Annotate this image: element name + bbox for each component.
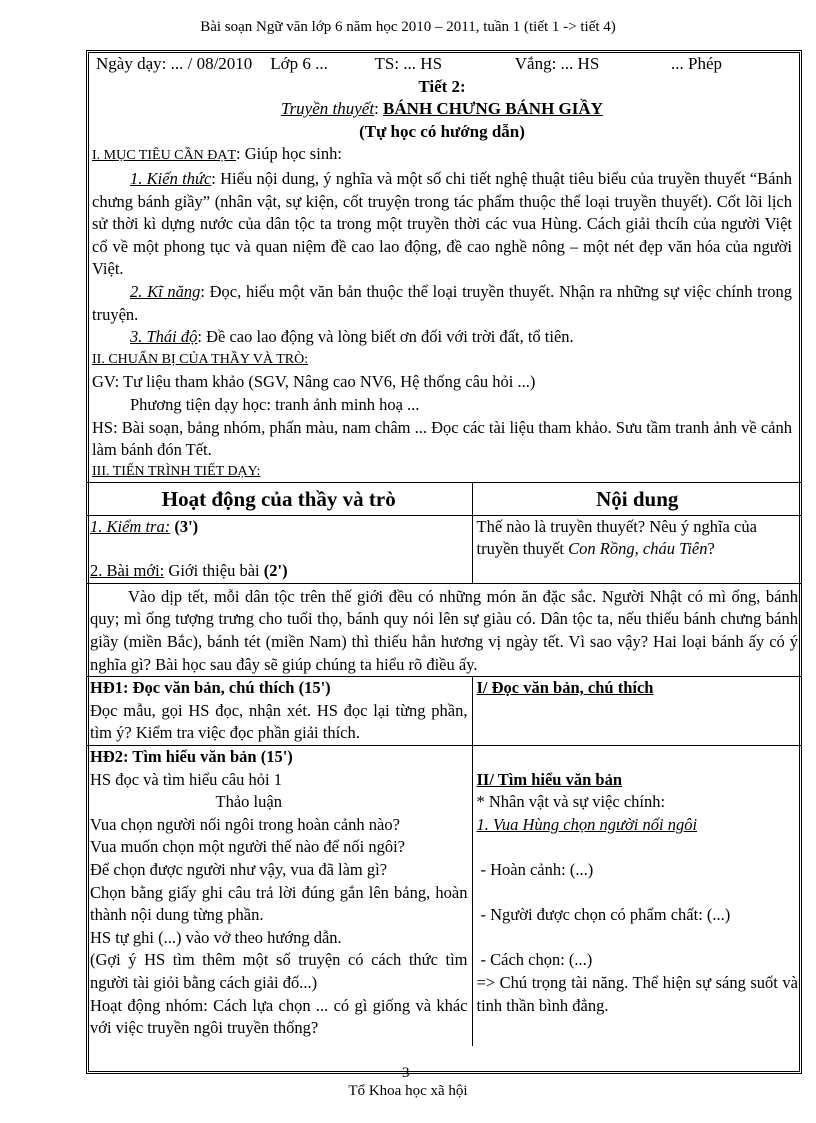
page-footer: Tổ Khoa học xã hội bbox=[348, 1083, 468, 1099]
hd2-cell bbox=[86, 746, 472, 1046]
date-field: Ngày dạy: ... / 08/2010 bbox=[96, 54, 253, 73]
hd2-content-conclusion: => Chú trọng tài năng. Thể hiện sự sáng suốt và tinh thần bình đẳng. bbox=[476, 972, 798, 1015]
hd1-cell bbox=[86, 677, 472, 746]
lesson-title: BÁNH CHƯNG BÁNH GIẦY bbox=[383, 99, 603, 119]
hd2-line: Vua chọn người nối ngôi trong hoàn cảnh nào? bbox=[90, 814, 400, 834]
check-question-mark: ? bbox=[707, 539, 715, 559]
total-field: TS: ... HS bbox=[374, 54, 443, 73]
knowledge-label: 1. Kiến thức bbox=[130, 168, 212, 188]
lesson-mode: (Tự học có hướng dẫn) bbox=[359, 121, 525, 141]
attitude-label: 3. Thái độ bbox=[130, 327, 198, 347]
col-activity-header: Hoạt động của thầy và trò bbox=[86, 482, 472, 515]
hd2-line: (Gợi ý HS tìm thêm một số truyện có cách thức tìm người tài giỏi bằng cách giải đố...) bbox=[90, 950, 468, 992]
hd1-content: I/ Đọc văn bản, chú thích bbox=[476, 678, 654, 698]
skill-text: Đọc, hiểu một văn bản thuộc thể loại truyền thuyết. Nhận ra những sự việc chính trong truyện. bbox=[92, 281, 792, 324]
attitude-paragraph: 3. Thái độ: Đề cao lao động và lòng biết ơn đối với trời đất, tổ tiên. bbox=[130, 327, 574, 347]
preparation-gv: GV: Tư liệu tham khảo (SGV, Nâng cao NV6, Hệ thống câu hỏi ...) bbox=[92, 372, 536, 392]
new-lesson-time: (2') bbox=[263, 561, 288, 581]
hd2-line: HS tự ghi (...) vào vở theo hướng dẫn. bbox=[90, 927, 342, 947]
hd2-line: HS đọc và tìm hiểu câu hỏi 1 bbox=[90, 769, 283, 789]
objectives-intro: Giúp học sinh: bbox=[244, 144, 342, 164]
hd2-content-cell bbox=[472, 746, 802, 1046]
activity-table bbox=[86, 482, 802, 1046]
hd1-text: Đọc mẫu, gọi HS đọc, nhận xét. HS đọc lại từng phần, tìm ý? Kiểm tra việc đọc phần giải thích. bbox=[90, 700, 468, 743]
col-content-header: Nội dung bbox=[472, 482, 802, 515]
lesson-content bbox=[90, 53, 798, 1046]
hd2-line: Để chọn được người như vậy, vua đã làm gì? bbox=[90, 860, 388, 879]
check-content-cell bbox=[472, 515, 802, 583]
info-row bbox=[92, 53, 792, 76]
check-story: Con Rồng, cháu Tiên bbox=[568, 539, 708, 559]
page-number: 3 bbox=[402, 1065, 410, 1081]
hd2-line: Chọn bằng giấy ghi câu trả lời đúng gắn lên bảng, hoàn thành nội dung từng phần. bbox=[90, 882, 468, 925]
check-label: 1. Kiểm tra: bbox=[90, 516, 171, 536]
check-cell bbox=[86, 515, 472, 583]
skill-paragraph: 2. Kĩ năng: Đọc, hiểu một văn bản thuộc thể loại truyền thuyết. Nhận ra những sự việc chính trong truyện. bbox=[92, 281, 792, 324]
knowledge-paragraph: 1. Kiến thức: Hiểu nội dung, ý nghĩa và một số chi tiết nghệ thuật tiêu biểu của truyền thuyết “Bánh chưng bánh giầy” (nhân vật, sự kiện, cốt truyện trong tác phẩm thuộc thể loại truyền thuyết). Cốt lõi lịch sử thời kì dựng nước của dân tộc ta trong một truyền thời các vua Hùng. Cách giải thcíh của người Việt cổ về một phong tục và quan niệm đề cao lao động, đề cao nghề nông – một nét đẹp văn hóa của người Việt. bbox=[92, 168, 792, 279]
lesson-title-line: Truyền thuyết: BÁNH CHƯNG BÁNH GIẦY bbox=[281, 99, 603, 119]
lesson-period: Tiết 2: bbox=[418, 76, 466, 96]
attitude-text: Đề cao lao động và lòng biết ơn đối với trời đất, tổ tiên. bbox=[206, 327, 574, 347]
knowledge-text: Hiểu nội dung, ý nghĩa và một số chi tiết nghệ thuật tiêu biểu của truyền thuyết “Bánh chưng bánh giầy” (nhân vật, sự kiện, cốt truyện trong tác phẩm thuộc thể loại truyền thuyết). Cốt lõi lịch sử thời kì dựng nước của dân tộc ta trong một truyền thời các vua Hùng. Cách giải thcíh của người Việt cổ về một phong tục và quan niệm đề cao lao động, đề cao nghề nông – một nét đẹp văn hóa của người Việt. bbox=[92, 168, 792, 279]
new-lesson-text: Giới thiệu bài bbox=[168, 561, 260, 581]
hd2-content-part: 1. Vua Hùng chọn người nối ngôi bbox=[476, 814, 698, 834]
page-header: Bài soạn Ngữ văn lớp 6 năm học 2010 – 2011, tuần 1 (tiết 1 -> tiết 4) bbox=[200, 19, 616, 35]
hd1-content-cell bbox=[472, 677, 802, 746]
hd2-line: Vua muốn chọn một người thế nào để nối ngôi? bbox=[90, 837, 405, 857]
hd2-line: Thảo luận bbox=[215, 792, 282, 812]
skill-label: 2. Kĩ năng bbox=[130, 281, 201, 301]
check-time: (3') bbox=[174, 516, 199, 536]
hd2-content-title: II/ Tìm hiểu văn bản bbox=[476, 769, 623, 789]
absent-field: Vắng: ... HS bbox=[514, 54, 600, 73]
objectives-heading: I. MỤC TIÊU CẦN ĐẠT bbox=[92, 148, 237, 164]
check-question: Thế nào là truyền thuyết? Nêu ý nghĩa của truyền thuyết bbox=[476, 516, 757, 559]
new-lesson-label: 2. Bài mới: bbox=[90, 561, 165, 581]
lesson-genre: Truyền thuyết bbox=[281, 99, 375, 119]
hd1-title: HĐ1: Đọc văn bản, chú thích (15') bbox=[90, 678, 331, 698]
class-field: Lớp 6 ... bbox=[270, 54, 328, 73]
preparation-heading: II. CHUẨN BỊ CỦA THẦY VÀ TRÒ: bbox=[92, 351, 309, 367]
intro-paragraph: Vào dịp tết, mỗi dân tộc trên thế giới đều có những món ăn đặc sắc. Người Nhật có mì ống, bánh quy; mì ống tượng trưng cho tuổi thọ, bánh quy nói lên sự giàu có. Dân tộc ta, nếu thiếu bánh chưng bánh giầy (miền Bắc), bánh tét (miền Nam) thì thiếu hẳn hương vị ngày tết. Vì sao vậy? Hai loại bánh ấy có ý nghĩa gì? Bài học sau đây sẽ giúp chúng ta hiểu rõ điều ấy. bbox=[86, 583, 802, 676]
hd2-content-sub: * Nhân vật và sự việc chính: bbox=[476, 792, 666, 812]
hd2-content-method: - Cách chọn: (...) bbox=[480, 950, 593, 970]
hd2-content-quality: - Người được chọn có phẩm chất: (...) bbox=[480, 905, 731, 925]
hd2-line: Hoạt động nhóm: Cách lựa chọn ... có gì giống và khác với việc truyền ngôi truyền thống? bbox=[90, 995, 468, 1038]
preparation-hs: HS: Bài soạn, bảng nhóm, phấn màu, nam châm ... Đọc các tài liệu tham khảo. Sưu tầm tranh ảnh về cảnh làm bánh đón Tết. bbox=[92, 417, 792, 460]
hd2-title: HĐ2: Tìm hiểu văn bản (15') bbox=[90, 747, 293, 767]
preparation-tools: Phương tiện dạy học: tranh ảnh minh hoạ ... bbox=[130, 394, 420, 414]
permit-field: ... Phép bbox=[671, 54, 722, 73]
objectives-heading-row: I. MỤC TIÊU CẦN ĐẠT: Giúp học sinh: bbox=[92, 144, 342, 164]
hd2-content-context: - Hoàn cảnh: (...) bbox=[480, 860, 594, 879]
process-heading: III. TIẾN TRÌNH TIẾT DẠY: bbox=[92, 463, 261, 479]
